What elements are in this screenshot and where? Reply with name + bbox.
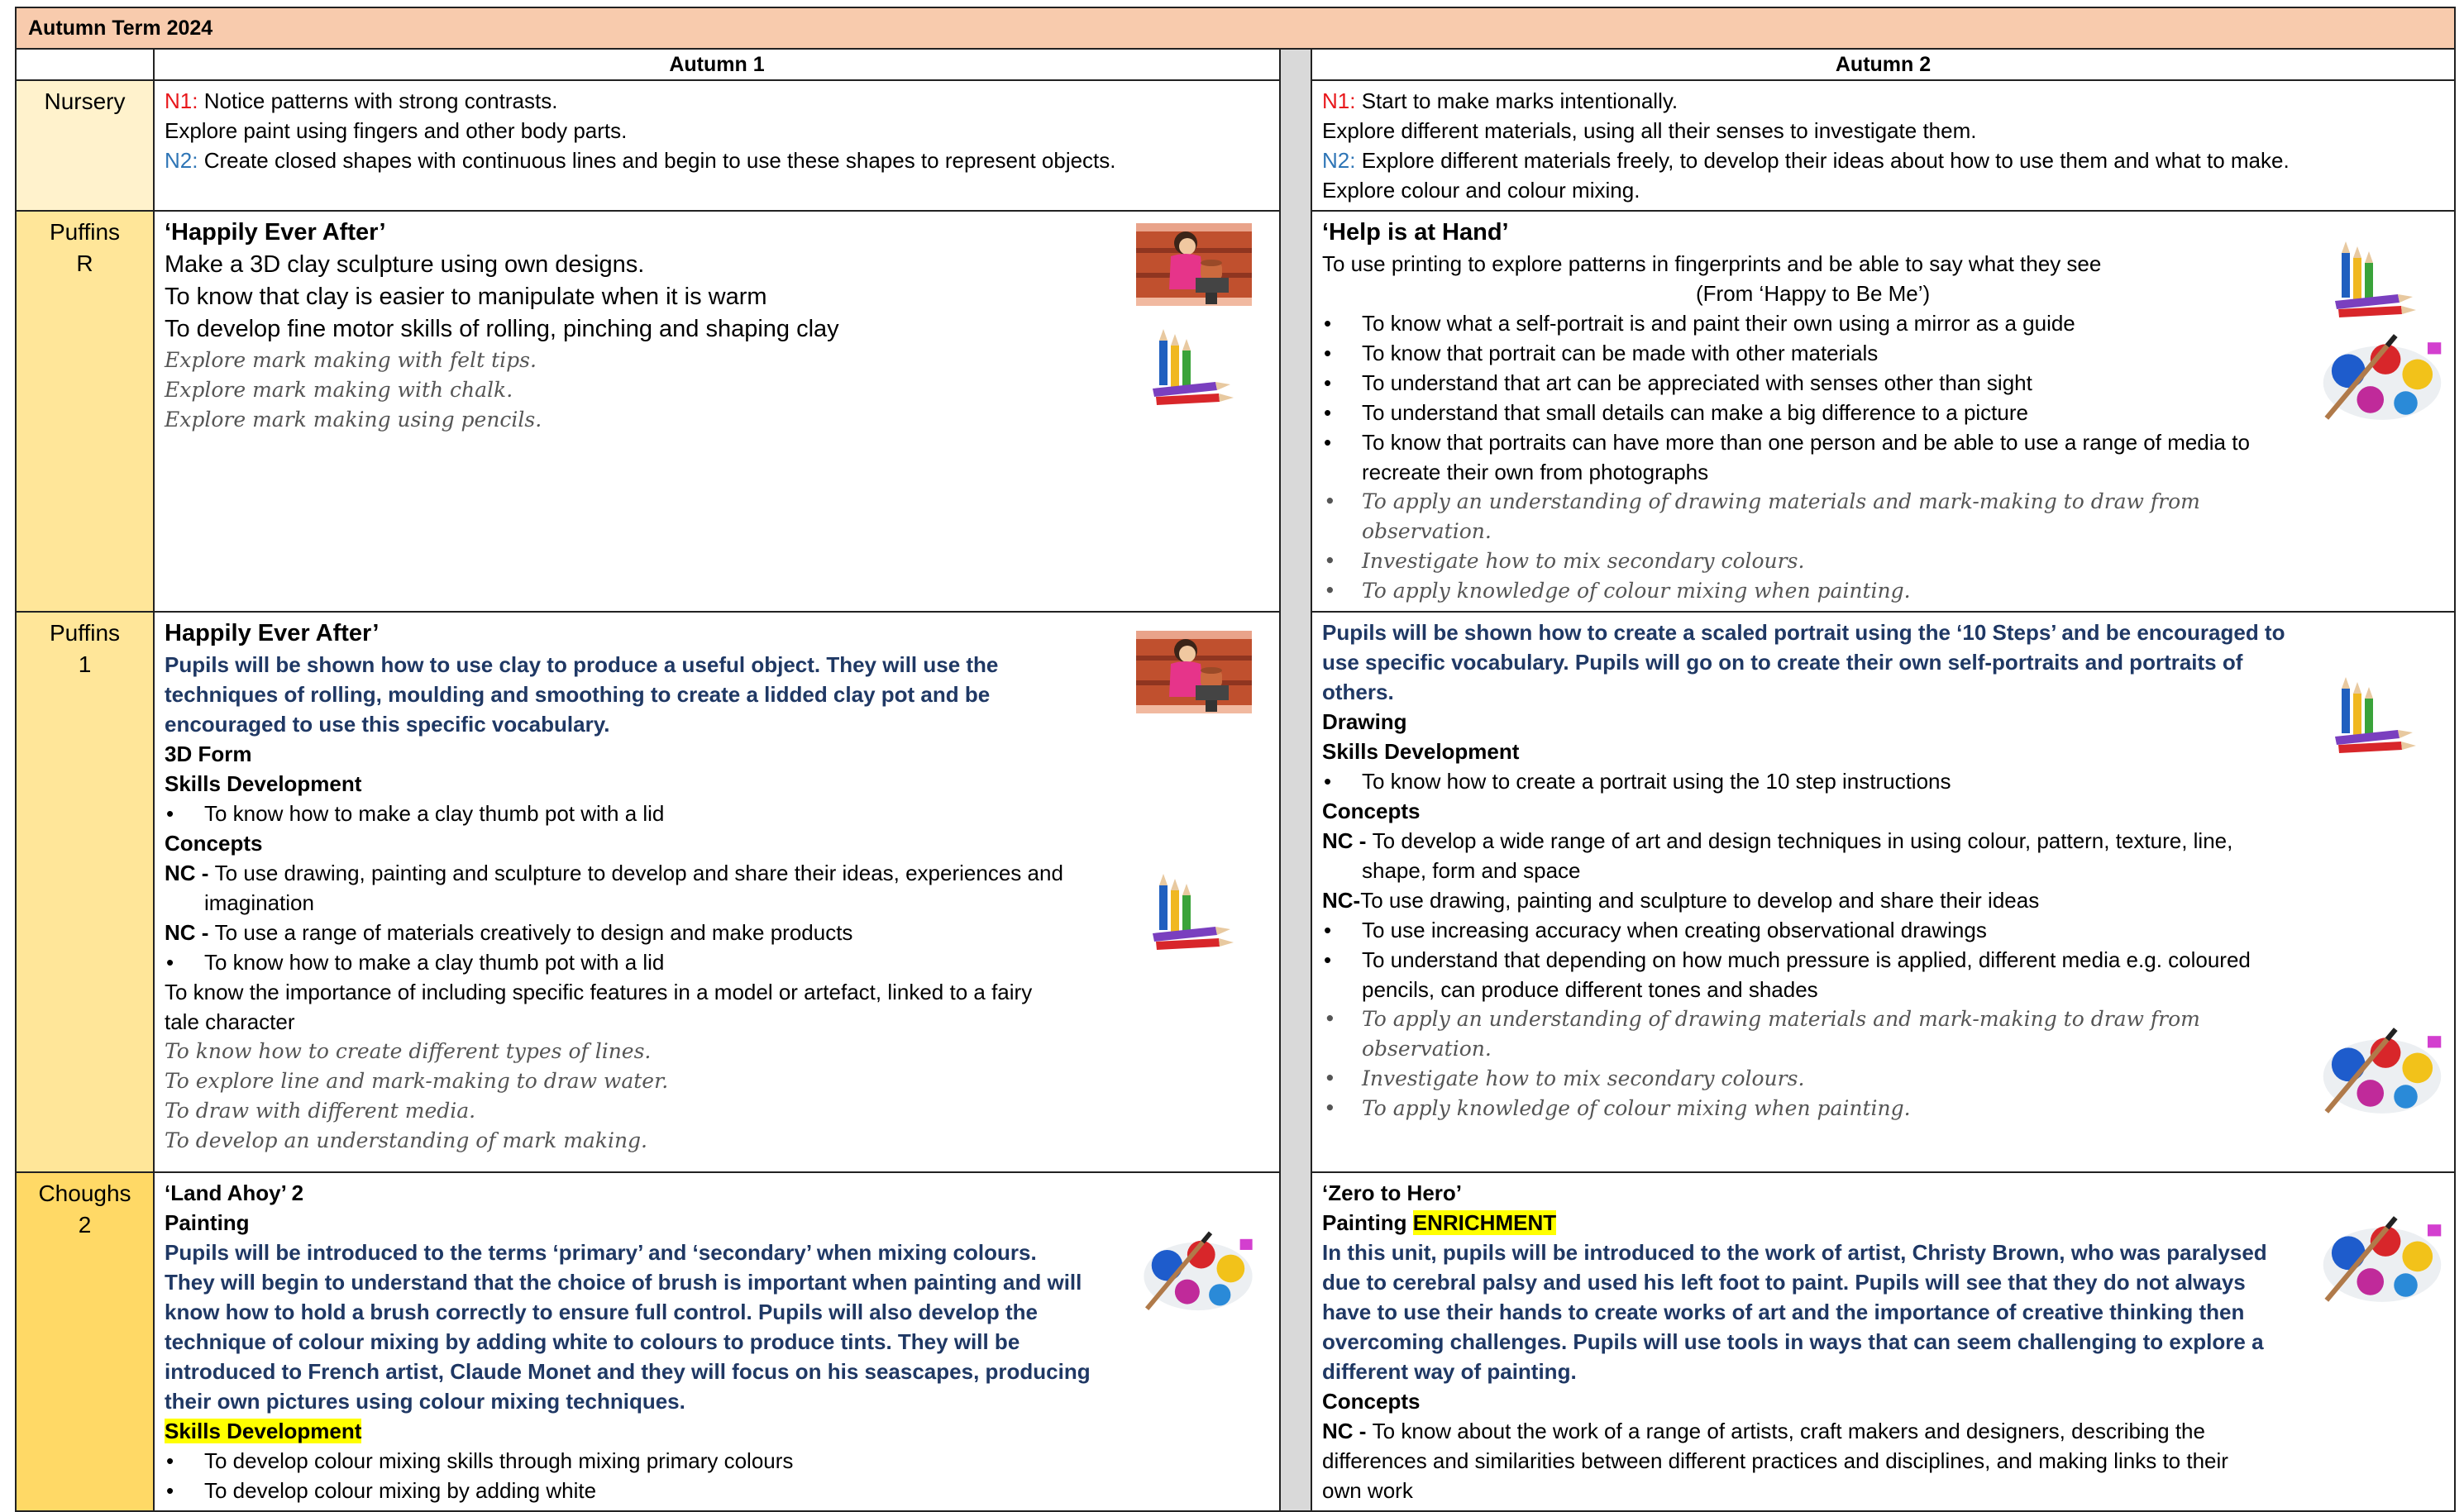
nursery-autumn-1 xyxy=(154,80,1280,211)
bullet-item: • To develop colour mixing by adding white xyxy=(165,1476,1269,1505)
n2-tag: N2: xyxy=(165,148,198,173)
handwritten-continuation: observation. xyxy=(1362,519,1492,543)
bullet-item: • To develop colour mixing skills through mixing primary colours xyxy=(165,1446,1269,1476)
bullet-item: • To understand that art can be appreciated with senses other than sight xyxy=(1322,368,2444,398)
handwritten-bullet: • To apply an understanding of drawing materials and mark-making to draw from xyxy=(1322,487,2444,517)
unit-summary-line: others. xyxy=(1322,680,1394,704)
unit-summary-line: Pupils will be shown how to create a scaled portrait using the ‘10 Steps’ and be encouraged to xyxy=(1322,620,2285,645)
objective-line: Explore colour and colour mixing. xyxy=(1322,178,1640,203)
section-heading: Concepts xyxy=(165,831,263,856)
paint-palette-icon xyxy=(1136,1231,1260,1317)
nc-objective: NC-To use drawing, painting and sculpture to develop and share their ideas xyxy=(1322,888,2040,913)
nc-objective: NC - To use drawing, painting and sculpture to develop and share their ideas, experiences and xyxy=(165,861,1063,885)
nc-continuation: shape, form and space xyxy=(1362,858,1581,883)
section-heading-highlighted: Skills Development xyxy=(165,1419,362,1443)
objective-line: N1: Notice patterns with strong contrasts. xyxy=(165,88,558,113)
column-header-autumn-1: Autumn 1 xyxy=(154,49,1280,80)
bullet-item: • To know that portraits can have more than one person and be able to use a range of media to xyxy=(1322,427,2444,457)
choughs-2-autumn-1 xyxy=(154,1172,1280,1511)
coloured-pencils-icon xyxy=(1136,869,1244,960)
n1-tag: N1: xyxy=(1322,88,1356,113)
bullet-item: • To understand that depending on how much pressure is applied, different media e.g. coloured xyxy=(1322,945,2444,975)
unit-summary-line: use specific vocabulary. Pupils will go on to create their own self-portraits and portraits of xyxy=(1322,650,2243,675)
objective-line: N2: Create closed shapes with continuous lines and begin to use these shapes to represent objects. xyxy=(165,148,1116,173)
row-label-year: 1 xyxy=(78,651,92,677)
row-label-year: 2 xyxy=(78,1212,92,1238)
objective-line: Explore paint using fingers and other body parts. xyxy=(165,118,628,143)
unit-title: Happily Ever After’ xyxy=(165,620,380,646)
clay-pottery-image-icon xyxy=(1136,631,1252,713)
nc-objective: NC - To develop a wide range of art and design techniques in using colour, pattern, texture, line, xyxy=(1322,828,2233,853)
puffins-1-autumn-1 xyxy=(154,612,1280,1172)
column-header-autumn-2: Autumn 2 xyxy=(1311,49,2455,80)
nc-objective: NC - To know about the work of a range of artists, craft makers and designers, describing the xyxy=(1322,1419,2205,1443)
section-heading: 3D Form xyxy=(165,742,252,766)
bullet-item: • To use increasing accuracy when creating observational drawings xyxy=(1322,915,2444,945)
section-heading: Painting ENRICHMENT xyxy=(1322,1210,1557,1235)
section-heading: Skills Development xyxy=(165,771,362,796)
curriculum-table xyxy=(15,7,2456,1512)
unit-summary-line: In this unit, pupils will be introduced to the work of artist, Christy Brown, who was paralysed xyxy=(1322,1240,2267,1265)
column-divider xyxy=(1280,49,1311,1511)
row-label-choughs-2 xyxy=(16,1172,154,1511)
coloured-pencils-icon xyxy=(2314,236,2430,327)
section-heading: Concepts xyxy=(1322,799,1421,823)
bullet-item: • To know that portrait can be made with other materials xyxy=(1322,338,2444,368)
unit-summary-line: have to use their hands to create works of art and the importance of creative thinking then xyxy=(1322,1300,2245,1324)
coloured-pencils-icon xyxy=(2314,672,2430,763)
row-label-text: Choughs xyxy=(38,1181,131,1206)
objective-line: tale character xyxy=(165,1009,295,1034)
puffins-r-autumn-1 xyxy=(154,211,1280,612)
nc-continuation: own work xyxy=(1322,1478,1413,1503)
bullet-continuation: recreate their own from photographs xyxy=(1362,460,1709,484)
section-heading: Painting xyxy=(165,1210,250,1235)
bullet-continuation: pencils, can produce different tones and shades xyxy=(1362,977,1818,1002)
row-label-year: R xyxy=(76,250,93,276)
unit-title: ‘Zero to Hero’ xyxy=(1322,1181,1463,1205)
objective-line: N2: Explore different materials freely, to develop their ideas about how to use them and what to make. xyxy=(1322,148,2290,173)
bullet-item: • To understand that small details can make a big difference to a picture xyxy=(1322,398,2444,427)
row-label-text: Nursery xyxy=(44,88,126,114)
handwritten-continuation: observation. xyxy=(1362,1037,1492,1061)
bullet-item: • To know how to make a clay thumb pot with a lid xyxy=(165,947,1269,977)
unit-summary-line: Pupils will be introduced to the terms ‘primary’ and ‘secondary’ when mixing colours. xyxy=(165,1240,1037,1265)
bullet-item: • To know how to create a portrait using the 10 step instructions xyxy=(1322,766,2444,796)
paint-palette-icon xyxy=(2314,334,2450,427)
unit-summary-line: encouraged to use this specific vocabulary. xyxy=(165,712,610,737)
section-heading: Skills Development xyxy=(1322,739,1520,764)
handwritten-objective: To develop an understanding of mark making. xyxy=(165,1128,647,1152)
row-label-text: Puffins xyxy=(49,219,121,245)
row-label-text: Puffins xyxy=(49,620,121,646)
section-heading: Concepts xyxy=(1322,1389,1421,1414)
unit-summary-line: techniques of rolling, moulding and smoothing to create a lidded clay pot and be xyxy=(165,682,991,707)
objective-line: N1: Start to make marks intentionally. xyxy=(1322,88,1678,113)
handwritten-objective: Explore mark making with chalk. xyxy=(165,378,513,402)
objective-line: (From ‘Happy to Be Me’) xyxy=(1696,281,1931,306)
row-label-nursery xyxy=(16,80,154,211)
row-label-puffins-1 xyxy=(16,612,154,1172)
nursery-autumn-2 xyxy=(1311,80,2455,211)
n2-tag: N2: xyxy=(1322,148,1356,173)
bullet-item: • To know what a self-portrait is and paint their own using a mirror as a guide xyxy=(1322,308,2444,338)
unit-title: ‘Land Ahoy’ 2 xyxy=(165,1181,304,1205)
unit-title: ‘Happily Ever After’ xyxy=(165,219,386,246)
term-title: Autumn Term 2024 xyxy=(16,7,2455,49)
objective-line: To develop fine motor skills of rolling, pinching and shaping clay xyxy=(165,316,839,342)
unit-summary-line: know how to hold a brush correctly to ensure full control. Pupils will also develop the xyxy=(165,1300,1039,1324)
objective-line: Make a 3D clay sculpture using own designs. xyxy=(165,251,645,278)
handwritten-bullet: • To apply an understanding of drawing materials and mark-making to draw from xyxy=(1322,1004,2444,1034)
objective-line: To know that clay is easier to manipulate when it is warm xyxy=(165,284,767,310)
clay-pottery-image-icon xyxy=(1136,223,1252,306)
unit-summary-line: They will begin to understand that the choice of brush is important when painting and will xyxy=(165,1270,1082,1295)
puffins-1-autumn-2 xyxy=(1311,612,2455,1172)
choughs-2-autumn-2 xyxy=(1311,1172,2455,1511)
section-heading: Drawing xyxy=(1322,709,1407,734)
objective-line: To use printing to explore patterns in fingerprints and be able to say what they see xyxy=(1322,251,2102,276)
coloured-pencils-icon xyxy=(1136,324,1244,415)
puffins-r-autumn-2 xyxy=(1311,211,2455,612)
nc-continuation: imagination xyxy=(204,890,314,915)
corner-cell xyxy=(16,49,154,80)
unit-summary-line: due to cerebral palsy and used his left foot to paint. Pupils will see that they do not always xyxy=(1322,1270,2246,1295)
paint-palette-icon xyxy=(2314,1028,2450,1120)
handwritten-bullet: • Investigate how to mix secondary colours. xyxy=(1322,1064,2444,1094)
handwritten-bullet: • To apply knowledge of colour mixing when painting. xyxy=(1322,1094,2444,1123)
handwritten-bullet: • Investigate how to mix secondary colours. xyxy=(1322,546,2444,576)
unit-title: ‘Help is at Hand’ xyxy=(1322,219,1509,246)
handwritten-objective: Explore mark making using pencils. xyxy=(165,408,542,432)
unit-summary-line: technique of colour mixing by adding white to colours to produce tints. They will be xyxy=(165,1329,1020,1354)
nc-continuation: differences and similarities between different practices and disciplines, and making links to their xyxy=(1322,1448,2228,1473)
bullet-item: • To know how to make a clay thumb pot with a lid xyxy=(165,799,1269,828)
unit-summary-line: Pupils will be shown how to use clay to produce a useful object. They will use the xyxy=(165,652,999,677)
unit-summary-line: their own pictures using colour mixing techniques. xyxy=(165,1389,685,1414)
enrichment-badge: ENRICHMENT xyxy=(1412,1210,1557,1235)
row-label-puffins-r xyxy=(16,211,154,612)
handwritten-objective: To draw with different media. xyxy=(165,1099,476,1123)
handwritten-objective: To know how to create different types of lines. xyxy=(165,1039,652,1063)
objective-line: To know the importance of including specific features in a model or artefact, linked to a fairy xyxy=(165,980,1033,1004)
paint-palette-icon xyxy=(2314,1216,2450,1309)
handwritten-objective: To explore line and mark-making to draw water. xyxy=(165,1069,669,1093)
objective-line: Explore different materials, using all their senses to investigate them. xyxy=(1322,118,1977,143)
n1-tag: N1: xyxy=(165,88,198,113)
handwritten-bullet: • To apply knowledge of colour mixing when painting. xyxy=(1322,576,2444,606)
unit-summary-line: introduced to French artist, Claude Monet and they will focus on his seascapes, producing xyxy=(165,1359,1091,1384)
unit-summary-line: overcoming challenges. Pupils will use tools in ways that can seem challenging to explore a xyxy=(1322,1329,2264,1354)
nc-objective: NC - To use a range of materials creatively to design and make products xyxy=(165,920,853,945)
handwritten-objective: Explore mark making with felt tips. xyxy=(165,348,537,372)
unit-summary-line: different way of painting. xyxy=(1322,1359,1577,1384)
